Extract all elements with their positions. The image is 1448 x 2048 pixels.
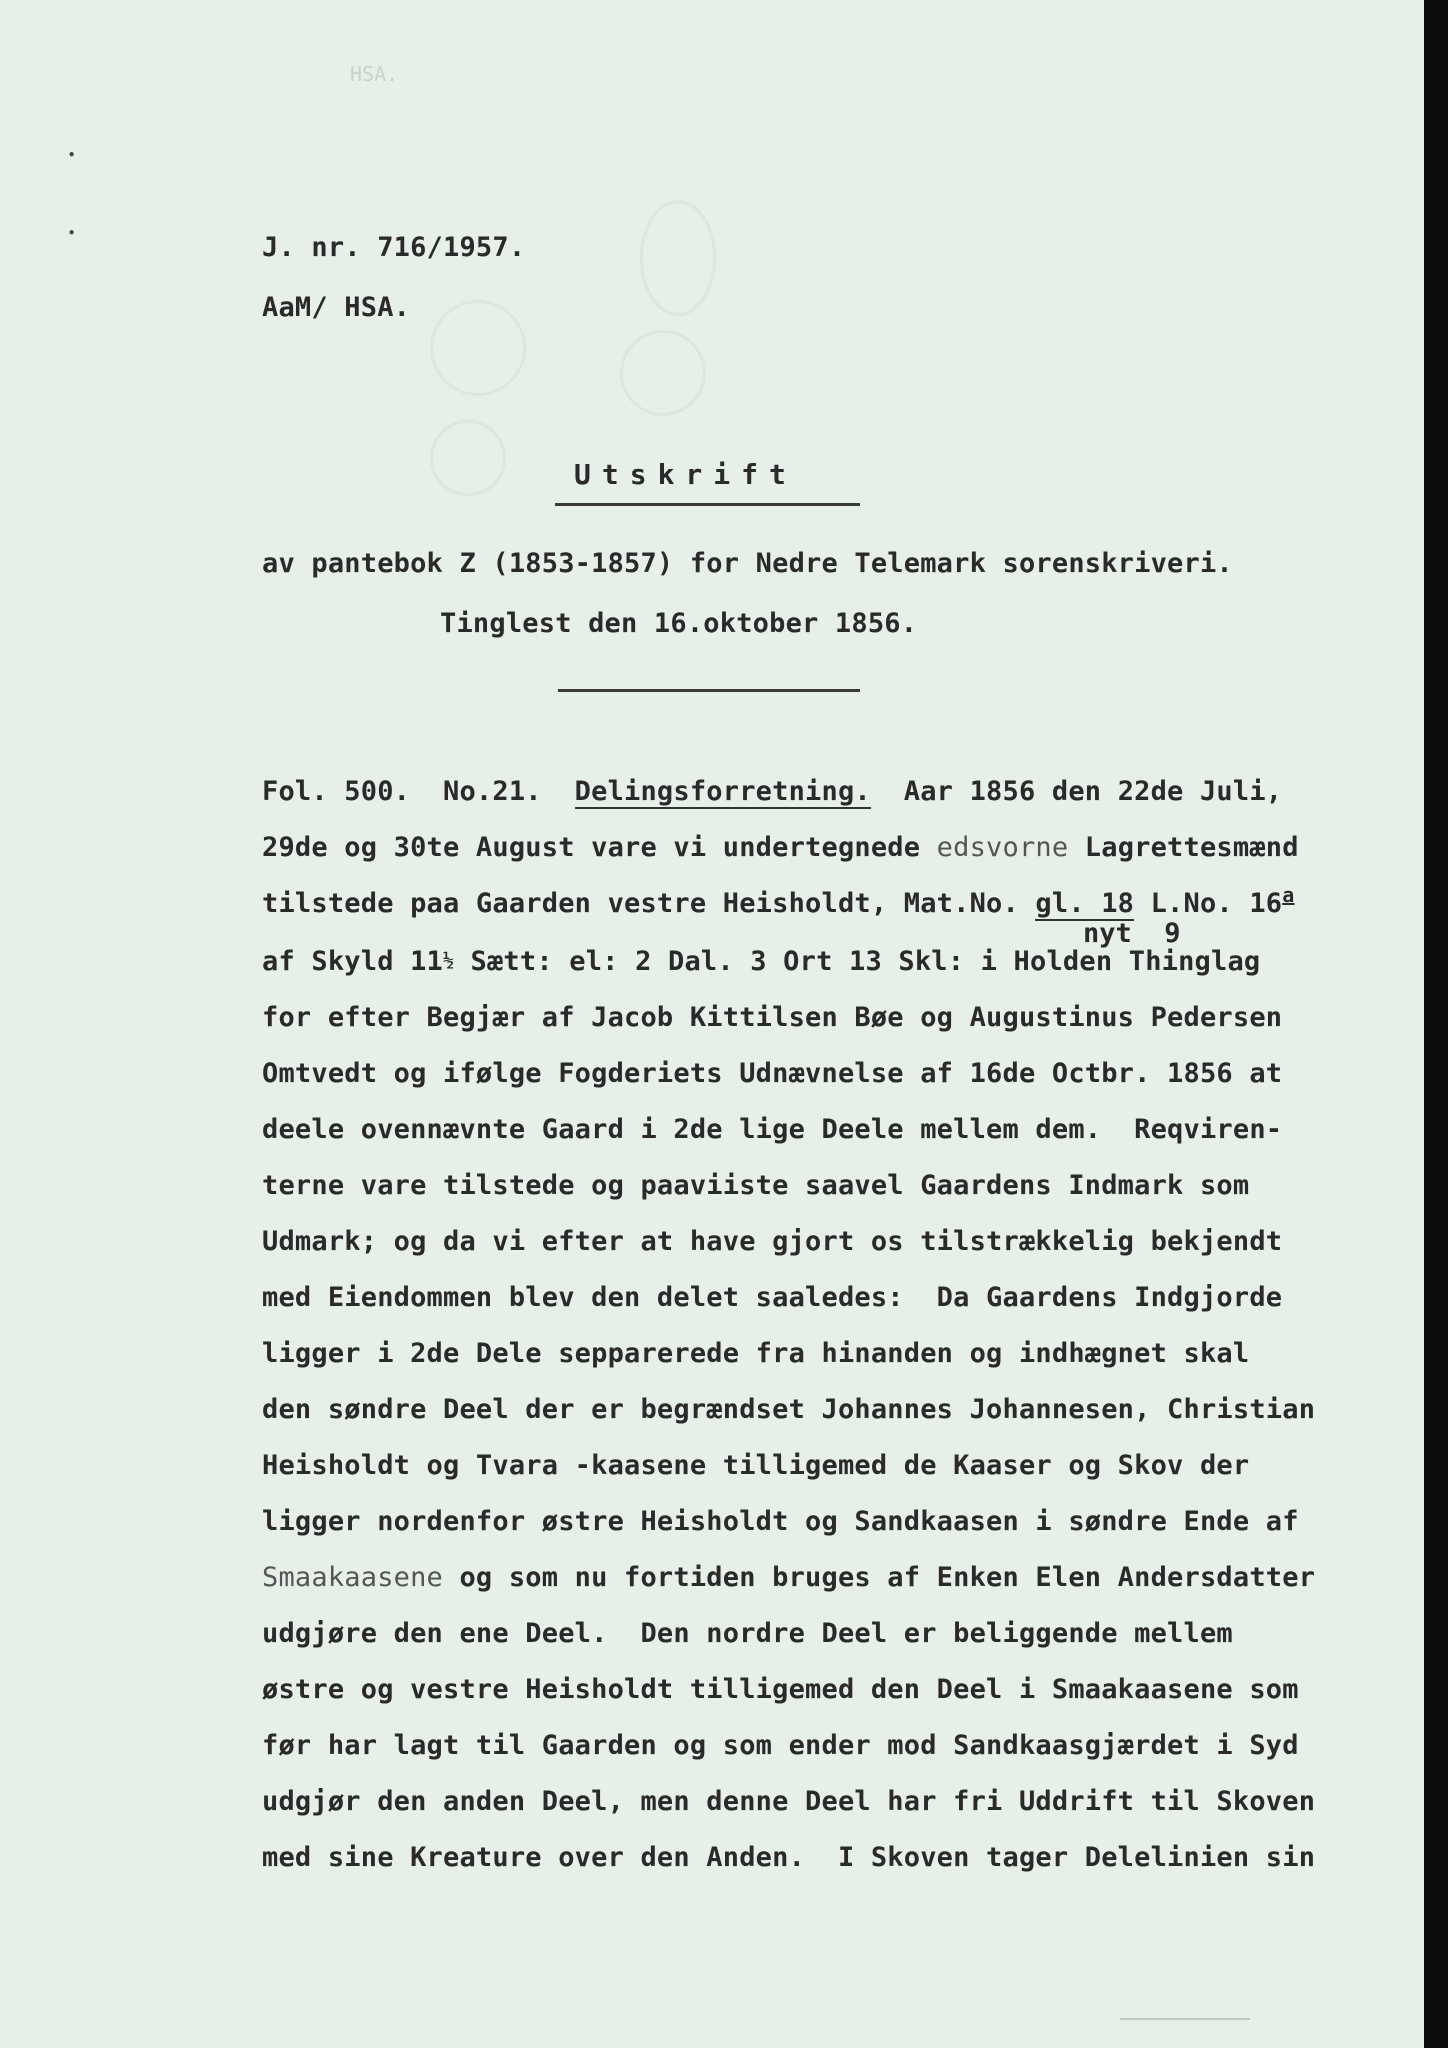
document-subtitle: av pantebok Z (1853-1857) for Nedre Telemark sorenskriveri. <box>262 548 1233 579</box>
body-text-light: Smaakaasene <box>262 1562 444 1593</box>
folio-reference: Fol. 500. No.21. <box>262 776 575 807</box>
body-text: af Skyld 11 <box>262 946 444 977</box>
section-heading: Delingsforretning. <box>574 776 871 807</box>
body-text-light: edsvorne <box>936 832 1069 863</box>
ghost-stamp-circle <box>640 200 716 316</box>
ghost-stamp-circle <box>430 300 526 396</box>
body-line-11: ligger i 2de Dele sepparerede fra hinanden og indhægnet skal <box>262 1338 1250 1369</box>
fraction-half: ½ <box>443 950 455 971</box>
fraction-numerator: gl. 18 <box>1035 888 1135 919</box>
body-text: Aar 1856 den 22de Juli, <box>870 776 1283 807</box>
fraction-denominator: nyt 9 <box>1083 918 1181 949</box>
registration-date: Tinglest den 16.oktober 1856. <box>440 608 918 639</box>
author-initials: AaM/ HSA. <box>262 292 411 323</box>
body-line-20: med sine Kreature over den Anden. I Skoven tager Delelinien sin <box>262 1842 1316 1873</box>
body-line-14: ligger nordenfor østre Heisholdt og Sandkaasen i søndre Ende af <box>262 1506 1299 1537</box>
superscript: a <box>1282 883 1295 907</box>
body-line-17: østre og vestre Heisholdt tilligemed den Deel i Smaakaasene som <box>262 1674 1299 1705</box>
journal-number: J. nr. 716/1957. <box>262 232 526 263</box>
body-line-12: den søndre Deel der er begrændset Johannes Johannesen, Christian <box>262 1394 1316 1425</box>
body-text: L.No. 16 <box>1134 888 1283 919</box>
title-underline <box>555 503 860 506</box>
ghost-stamp-circle <box>620 330 706 416</box>
body-text: Sætt: el: 2 Dal. 3 Ort 13 Skl: i Holden Thinglag <box>454 946 1261 977</box>
body-line-16: udgjøre den ene Deel. Den nordre Deel er beliggende mellem <box>262 1618 1233 1649</box>
faint-stamp-text: HSA. <box>350 62 399 86</box>
body-line-2 <box>262 832 1299 863</box>
body-text: Lagrettesmænd <box>1068 832 1299 863</box>
body-line-15 <box>262 1562 1315 1593</box>
body-line-18: før har lagt til Gaarden og som ender mod Sandkaasgjærdet i Syd <box>262 1730 1299 1761</box>
body-line-4 <box>262 946 1260 977</box>
faint-pencil-mark <box>1120 2012 1250 2020</box>
body-text: tilstede paa Gaarden vestre Heisholdt, Mat.No. <box>262 888 1036 919</box>
body-line-13: Heisholdt og Tvara -kaasene tilligemed de Kaaser og Skov der <box>262 1450 1250 1481</box>
margin-mark: • <box>68 226 76 240</box>
body-line-8: terne vare tilstede og paaviiste saavel Gaardens Indmark som <box>262 1170 1250 1201</box>
body-line-7: deele ovennævnte Gaard i 2de lige Deele mellem dem. Reqviren- <box>262 1114 1283 1145</box>
body-text: 29de og 30te August vare vi undertegnede <box>262 832 937 863</box>
body-line-1 <box>262 776 1282 807</box>
scan-border-right <box>1424 0 1448 2048</box>
body-line-5: for efter Begjær af Jacob Kittilsen Bøe og Augustinus Pedersen <box>262 1002 1283 1033</box>
ghost-stamp-circle <box>430 420 506 496</box>
margin-mark: • <box>68 148 76 162</box>
section-divider <box>558 689 860 692</box>
body-line-9: Udmark; og da vi efter at have gjort os tilstrækkelig bekjendt <box>262 1226 1283 1257</box>
body-line-10: med Eiendommen blev den delet saaledes: Da Gaardens Indgjorde <box>262 1282 1283 1313</box>
body-line-19: udgjør den anden Deel, men denne Deel har fri Uddrift til Skoven <box>262 1786 1316 1817</box>
body-text: og som nu fortiden bruges af Enken Elen Andersdatter <box>443 1562 1316 1593</box>
body-line-3 <box>262 883 1295 919</box>
document-title: Utskrift <box>574 458 797 491</box>
body-line-6: Omtvedt og ifølge Fogderiets Udnævnelse af 16de Octbr. 1856 at <box>262 1058 1283 1089</box>
